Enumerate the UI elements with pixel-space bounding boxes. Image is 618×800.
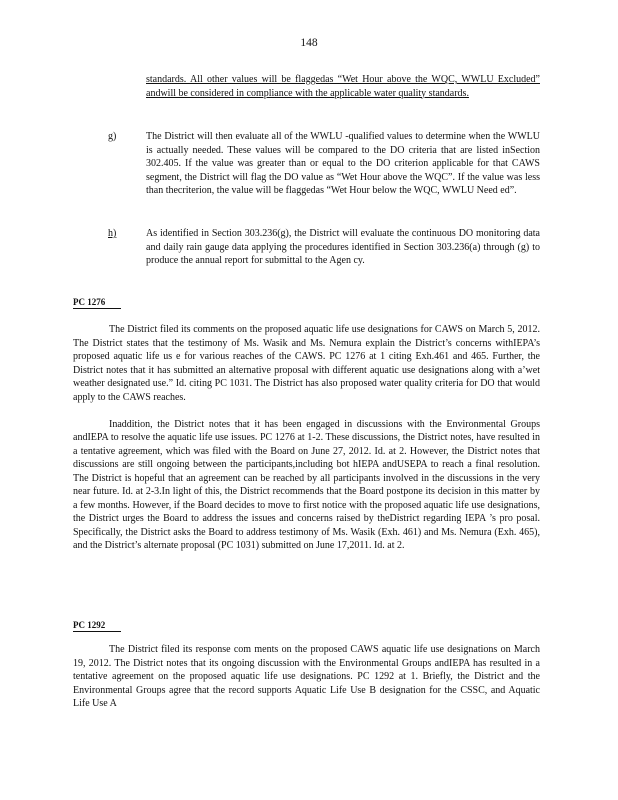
continuation-text: standards. All other values will be flaggedas “Wet Hour above the WQC, WWLU Excluded” andwill be considered in compliance with the applicable water quality standards. [146, 74, 540, 99]
list-item-label: h) [108, 228, 117, 239]
section-pc-1276 [73, 323, 540, 553]
paragraph: The District filed its response com ments on the proposed CAWS aquatic life use designations on March 19, 2012. The District notes that its ongoing discussion with the Environmental Groups andIEPA has resulted in a tentative agreement on the proposed aquatic life use designations. PC 1292 at 1. Briefly, the District and the Environmental Groups agree that the record supports Aquatic Life Use B designation for the CSSC, and Aquatic Life Use A [73, 644, 540, 709]
continuation-paragraph [146, 73, 540, 100]
section-heading-pc-1276: PC 1276 [73, 296, 121, 309]
list-item-text: As identified in Section 303.236(g), the District will evaluate the continuous DO monitoring data and daily rain gauge data applying the procedures identified in Section 303.236(a) through (g) to produce the annual report for submittal to the Agen cy. [146, 228, 540, 266]
paragraph: The District filed its comments on the proposed aquatic life use designations for CAWS on March 5, 2012. The District states that the testimony of Ms. Wasik and Ms. Nemura explain the District’s concerns withIEPA’s proposed aquatic life us e for various reaches of the CAWS. PC 1276 at 1 citing Exh.461 and 465. Further, the District notes that it has submitted an alternative proposal with different aquatic use designations along with a’wet weather designated use.” Id. citing PC 1031. The District has also proposed water quality criteria for DO that would apply to the CAWS reaches. [73, 324, 540, 403]
section-heading-pc-1292: PC 1292 [73, 619, 121, 632]
list-item-text: The District will then evaluate all of the WWLU -qualified values to determine when the WWLU is actually needed. These values will be compared to the DO criteria that are listed inSection 302.405. If the value was greater than or equal to the DO criterion applicable for that CAWS segment, the District will flag the DO value as “Wet Hour above the WQC”. If the value was less than thecriterion, the value will be flaggedas “Wet Hour below the WQC, WWLU Need ed”. [146, 131, 540, 196]
paragraph: Inaddition, the District notes that it has been engaged in discussions with the Environmental Groups andIEPA to resolve the aquatic life use issues. PC 1276 at 1-2. These discussions, the District notes, have resulted in a tentative agreement, which was filed with the Board on June 27, 2012. Id. at 2. However, the District notes that discussions are still ongoing between the participants,including bot hIEPA andUSEPA to reach a final resolution. The District is hopeful that an agreement can be reached by all participants involved in the discussions in the very near future. Id. at 2-3.In light of this, the District recommends that the Board postpone its decision in this matter by a few months. However, if the Board decides to move to first notice with the proposed aquatic life use designations, the District urges the Board to address the issues and concerns raised by theDistrict regarding IEPA ’s pro posal. Specifically, the District asks the Board to address testimony of Ms. Wasik (Exh. 461) and Ms. Nemura (Exh. 465), and the District’s alternate proposal (PC 1031) submitted on June 17,2011. Id. at 2. [73, 418, 540, 551]
list-item-label: g) [108, 131, 117, 142]
section-pc-1292 [73, 643, 540, 711]
page-number: 148 [300, 37, 318, 49]
